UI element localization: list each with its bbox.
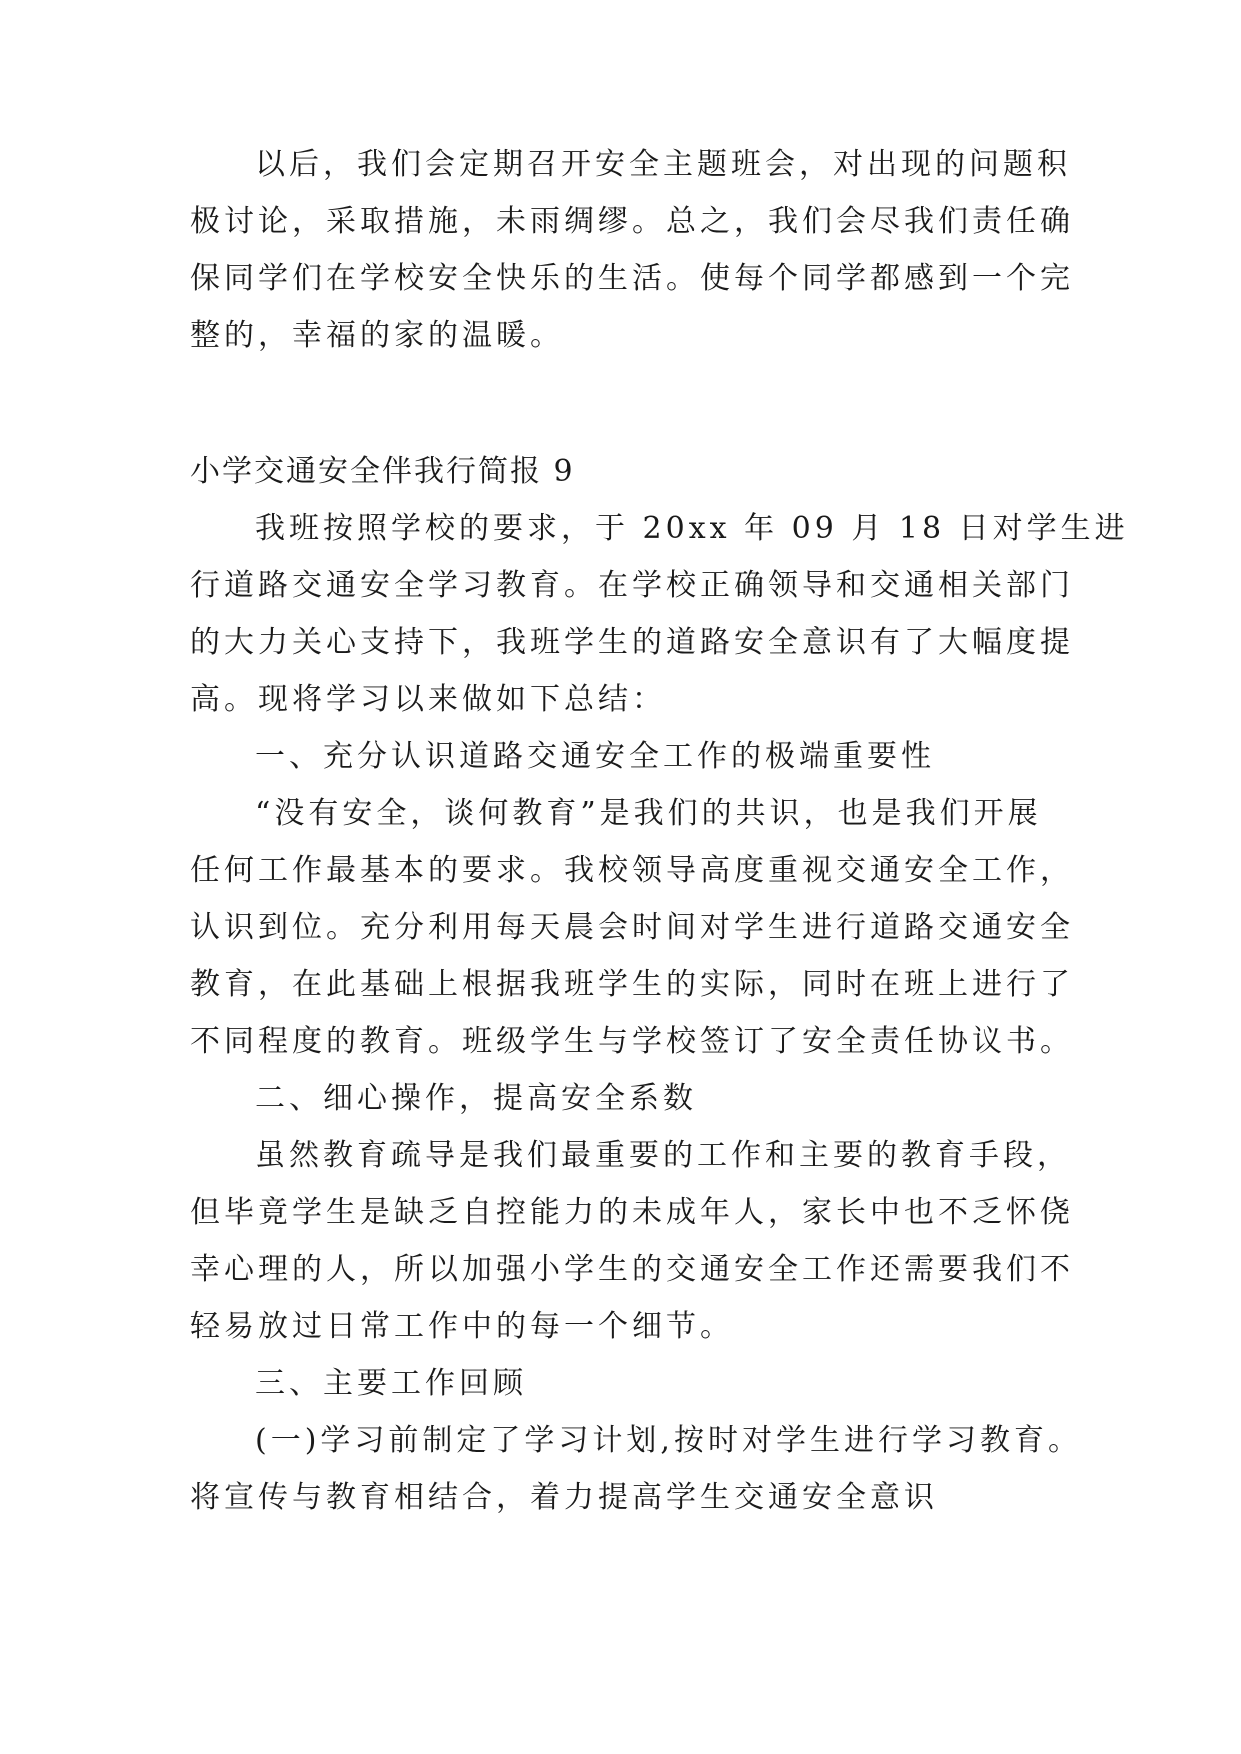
paragraph-line: 保同学们在学校安全快乐的生活。使每个同学都感到一个完 <box>190 261 1074 296</box>
paragraph-line: 整的，幸福的家的温暖。 <box>190 318 564 353</box>
section-heading: 一、充分认识道路交通安全工作的极端重要性 <box>255 739 935 774</box>
paragraph-line: 轻易放过日常工作中的每一个细节。 <box>190 1309 734 1344</box>
paragraph-line: 虽然教育疏导是我们最重要的工作和主要的教育手段， <box>255 1138 1071 1173</box>
paragraph-line: “没有安全，谈何教育”是我们的共识，也是我们开展 <box>255 796 1042 831</box>
paragraph-line: 幸心理的人，所以加强小学生的交通安全工作还需要我们不 <box>190 1252 1074 1287</box>
paragraph-line: 极讨论，采取措施，未雨绸缪。总之，我们会尽我们责任确 <box>190 204 1074 239</box>
section-title: 小学交通安全伴我行简报 9 <box>190 454 575 489</box>
section-heading: 二、细心操作，提高安全系数 <box>255 1081 697 1116</box>
paragraph-line: 教育，在此基础上根据我班学生的实际，同时在班上进行了 <box>190 967 1074 1002</box>
paragraph-line: 行道路交通安全学习教育。在学校正确领导和交通相关部门 <box>190 568 1074 603</box>
paragraph-line: 将宣传与教育相结合，着力提高学生交通安全意识 <box>190 1480 938 1515</box>
paragraph-line: 的大力关心支持下，我班学生的道路安全意识有了大幅度提 <box>190 625 1074 660</box>
paragraph-line: 认识到位。充分利用每天晨会时间对学生进行道路交通安全 <box>190 910 1074 945</box>
paragraph-line: 但毕竟学生是缺乏自控能力的未成年人，家长中也不乏怀侥 <box>190 1195 1074 1230</box>
paragraph-line: (一)学习前制定了学习计划,按时对学生进行学习教育。 <box>255 1423 1082 1458</box>
paragraph-line: 任何工作最基本的要求。我校领导高度重视交通安全工作， <box>190 853 1074 888</box>
section-heading: 三、主要工作回顾 <box>255 1366 527 1401</box>
paragraph-line: 高。现将学习以来做如下总结： <box>190 682 666 717</box>
paragraph-line: 不同程度的教育。班级学生与学校签订了安全责任协议书。 <box>190 1024 1074 1059</box>
paragraph-line: 我班按照学校的要求，于 20xx 年 09 月 18 日对学生进 <box>255 511 1129 546</box>
paragraph-line: 以后，我们会定期召开安全主题班会，对出现的问题积 <box>255 147 1071 182</box>
